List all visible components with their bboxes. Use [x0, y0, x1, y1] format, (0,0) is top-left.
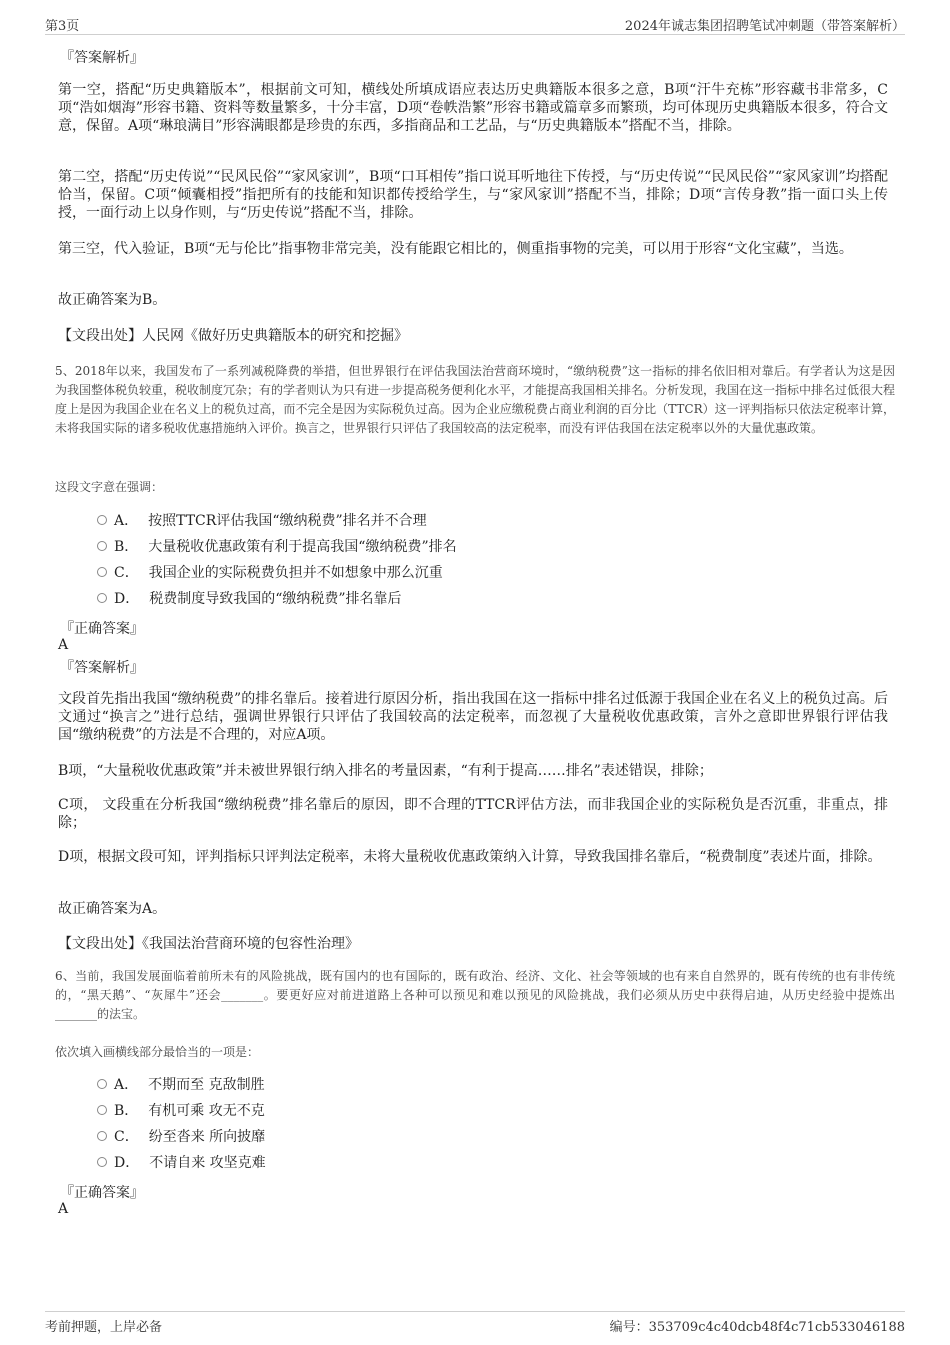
- radio-icon[interactable]: [97, 515, 107, 525]
- q4-analysis-paragraph: 第三空，代入验证，B项“无与伦比”指事物非常完美，没有能跟它相比的，侧重指事物的完美，可以用于形容“文化宝藏”，当选。: [58, 241, 853, 257]
- q5-analysis-title: 『答案解析』: [60, 660, 144, 676]
- q5-question: 5、2018年以来，我国发布了一系列减税降费的举措，但世界银行在评估我国法治营商环境时，“缴纳税费”这一指标的排名依旧相对靠后。有学者认为这是因为我国整体税负较重，税收制度冗杂；有的学者则认为只有进一步提高税务便利化水平，才能提高我国相关排名。分析发现，我国在这一指标中排名过低很大程度上是因为我国企业在名义上的税负过高，而不完全是因为实际税负过高。因为企业应缴税费占商业利润的百分比（TTCR）这一评判指标只依法定税率计算，未将我国实际的诸多税收优惠措施纳入评价。换言之，世界银行只评估了我国较高的法定税率，而没有评估我国在法定税率以外的大量优惠政策。: [55, 364, 896, 435]
- q5-option-d[interactable]: D． 税费制度导致我国的“缴纳税费”排名靠后: [97, 589, 402, 609]
- footer-slogan: 考前押题，上岸必备: [45, 1320, 163, 1335]
- q6-correct-answer: A: [58, 1201, 69, 1217]
- q6-option-a[interactable]: A． 不期而至 克敌制胜: [97, 1075, 265, 1095]
- q5-analysis-paragraph: C项， 文段重在分析我国“缴纳税费”排名靠后的原因，即不合理的TTCR评估方法，而非我国企业的实际税负是否沉重，非重点，排除；: [58, 797, 888, 831]
- q5-option-c[interactable]: C． 我国企业的实际税费负担并不如想象中那么沉重: [97, 563, 443, 583]
- q6-option-c[interactable]: C． 纷至沓来 所向披靡: [97, 1127, 265, 1147]
- q5-analysis-paragraph: 文段首先指出我国“缴纳税费”的排名靠后。接着进行原因分析，指出我国在这一指标中排名过低源于我国企业在名义上的税负过高。后文通过“换言之”进行总结，强调世界银行只评估了我国较高的法定税率，而忽视了大量税收优惠政策，言外之意即世界银行评估我国“缴纳税费”的方法是不合理的，对应A项。: [58, 691, 888, 743]
- q6-question: 6、当前，我国发展面临着前所未有的风险挑战，既有国内的也有国际的，既有政治、经济、文化、社会等领域的也有来自自然界的，既有传统的也有非传统的，“黑天鹅”、“灰犀牛”还会_______。要更好应对前进道路上各种可以预见和难以预见的风险挑战，我们必须从历史中获得启迪，从历史经验中提炼出_______的法宝。: [55, 969, 895, 1021]
- q6-prompt: 依次填入画横线部分最恰当的一项是：: [55, 1045, 260, 1059]
- page-header: [45, 12, 905, 35]
- radio-icon[interactable]: [97, 1105, 107, 1115]
- q6-correct-title: 『正确答案』: [60, 1185, 144, 1201]
- radio-icon[interactable]: [97, 567, 107, 577]
- document-code: 编号：353709c4c40dcb48f4c71cb533046188: [609, 1320, 905, 1335]
- radio-icon[interactable]: [97, 593, 107, 603]
- q5-source: 【文段出处】《我国法治营商环境的包容性治理》: [58, 936, 359, 952]
- page-footer: [45, 1311, 905, 1336]
- q5-conclusion: 故正确答案为A。: [58, 901, 167, 917]
- q5-prompt: 这段文字意在强调：: [55, 480, 164, 494]
- q4-conclusion: 故正确答案为B。: [58, 292, 167, 308]
- document-title: 2024年诚志集团招聘笔试冲刺题（带答案解析）: [624, 19, 905, 34]
- radio-icon[interactable]: [97, 1079, 107, 1089]
- radio-icon[interactable]: [97, 541, 107, 551]
- q5-option-b[interactable]: B． 大量税收优惠政策有利于提高我国“缴纳税费”排名: [97, 537, 457, 557]
- q4-analysis-paragraph: 第二空，搭配“历史传说”“民风民俗”“家风家训”，B项“口耳相传”指口说耳听地往下传授，与“历史传说”“民风民俗”“家风家训”均搭配恰当，保留。C项“倾囊相授”指把所有的技能和知识都传授给学生，与“家风家训”搭配不当，排除；D项“言传身教”指一面口头上传授，一面行动上以身作则，与“历史传说”搭配不当，排除。: [58, 169, 888, 221]
- q4-analysis-paragraph: 第一空，搭配“历史典籍版本”，根据前文可知，横线处所填成语应表达历史典籍版本很多之意，B项“汗牛充栋”形容藏书非常多，C项“浩如烟海”形容书籍、资料等数量繁多，十分丰富，D项“卷帙浩繁”形容书籍或篇章多而繁琐，均可体现历史典籍版本很多，符合文意，保留。A项“琳琅满目”形容满眼都是珍贵的东西，多指商品和工艺品，与“历史典籍版本”搭配不当，排除。: [58, 82, 888, 134]
- q5-analysis-paragraph: B项，“大量税收优惠政策”并未被世界银行纳入排名的考量因素，“有利于提高……排名”表述错误，排除；: [58, 763, 713, 779]
- radio-icon[interactable]: [97, 1131, 107, 1141]
- q5-correct-answer: A: [58, 637, 69, 653]
- q5-correct-title: 『正确答案』: [60, 621, 144, 637]
- q4-source: 【文段出处】人民网《做好历史典籍版本的研究和挖掘》: [58, 328, 408, 344]
- q4-analysis-title: 『答案解析』: [60, 50, 144, 66]
- radio-icon[interactable]: [97, 1157, 107, 1167]
- q6-option-b[interactable]: B． 有机可乘 攻无不克: [97, 1101, 265, 1121]
- q5-option-a[interactable]: A． 按照TTCR评估我国“缴纳税费”排名并不合理: [97, 511, 427, 531]
- page-number: 第3页: [45, 19, 80, 34]
- q6-option-d[interactable]: D． 不请自来 攻坚克难: [97, 1153, 266, 1173]
- q5-analysis-paragraph: D项，根据文段可知，评判指标只评判法定税率，未将大量税收优惠政策纳入计算，导致我国排名靠后，“税费制度”表述片面，排除。: [58, 849, 882, 865]
